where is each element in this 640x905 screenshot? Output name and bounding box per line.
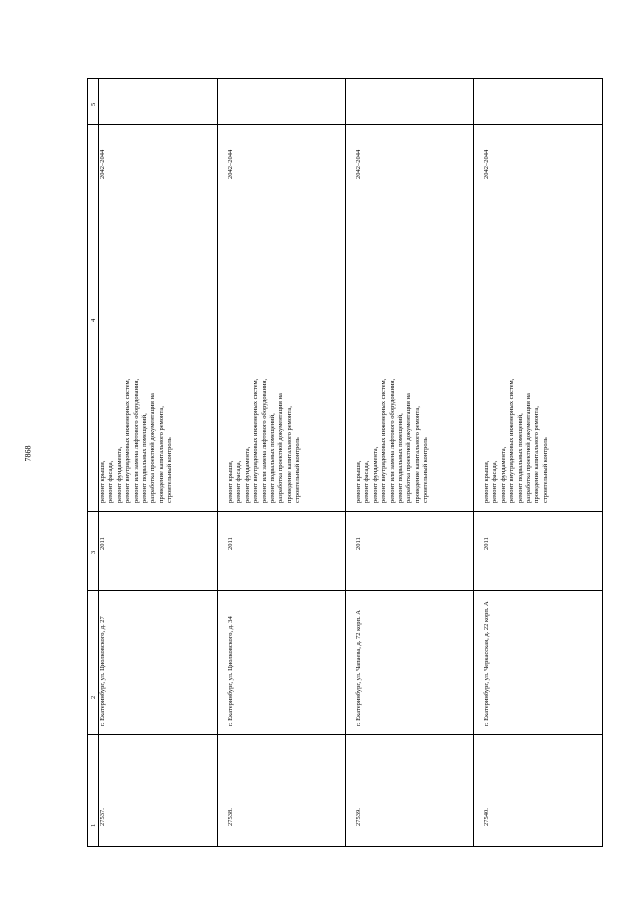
- row-period: 2042–2044: [483, 149, 490, 179]
- works-line: ремонт крыши,: [227, 460, 234, 503]
- works-line: ремонт или замена лифтового оборудования,: [260, 378, 268, 503]
- row-period: 2042–2044: [99, 149, 106, 179]
- row-works: [227, 379, 303, 503]
- column-border: [88, 590, 602, 591]
- header-col-2-label: 2: [90, 695, 97, 699]
- works-line: ремонт внутридомовых инженерных систем,: [508, 378, 516, 503]
- row-works: [483, 379, 550, 503]
- works-line: ремонт крыши,: [483, 460, 490, 503]
- row-period: 2042–2044: [227, 149, 234, 179]
- works-line: ремонт фасада,: [235, 460, 243, 503]
- works-line: ремонт фундамента,: [243, 446, 251, 503]
- document-table: [87, 78, 603, 847]
- row-year: 2011: [227, 537, 234, 550]
- row-period: 2042–2044: [355, 149, 362, 179]
- row-address: г. Екатеринбург, ул. Циолковского, д. 27: [99, 616, 106, 726]
- header-col-1-label: 1: [90, 823, 97, 827]
- works-line: ремонт внутридомовых инженерных систем,: [124, 378, 132, 503]
- row-address: г. Екатеринбург, ул. Чапаева, д. 72 корп. А: [355, 610, 362, 726]
- row-address: г. Екатеринбург, ул. Циолковского, д. 34: [227, 616, 234, 726]
- header-col-3-label: 3: [90, 550, 97, 554]
- works-line: ремонт крыши,: [99, 460, 106, 503]
- row-number: 27540.: [483, 808, 490, 826]
- column-border: [88, 734, 602, 735]
- works-line: ремонт внутридомовых инженерных систем,: [380, 378, 388, 503]
- works-line: ремонт фасада,: [363, 460, 371, 503]
- header-col-5: [89, 80, 98, 124]
- works-line: ремонт фасада,: [491, 460, 499, 503]
- works-line: проведение капитального ремонта,: [533, 406, 541, 503]
- works-line: строительный контроль: [166, 437, 174, 503]
- row-border: [345, 79, 346, 846]
- works-line: проведение капитального ремонта,: [413, 406, 421, 503]
- works-line: ремонт подвальных помещений,: [141, 413, 149, 503]
- row-border: [473, 79, 474, 846]
- works-line: ремонт фундамента,: [115, 446, 123, 503]
- header-col-3: [89, 512, 98, 590]
- header-col-1: [89, 801, 98, 847]
- works-line: строительный контроль: [294, 437, 302, 503]
- works-line: разработка проектной документации на: [525, 393, 533, 503]
- header-col-5-label: 5: [90, 102, 97, 106]
- header-col-2: [89, 591, 98, 801]
- page-number: [20, 443, 36, 463]
- row-address: г. Екатеринбург, ул. Черкасская, д. 22 корп. А: [483, 601, 490, 726]
- works-line: проведение капитального ремонта,: [157, 406, 165, 503]
- column-border: [88, 511, 602, 512]
- works-line: ремонт фасада,: [107, 460, 115, 503]
- column-border: [88, 124, 602, 125]
- row-number: 27537.: [99, 808, 106, 826]
- row-year: 2011: [99, 537, 106, 550]
- works-line: разработка проектной документации на: [405, 393, 413, 503]
- works-line: ремонт или замена лифтового оборудования,: [132, 378, 140, 503]
- row-year: 2011: [355, 537, 362, 550]
- row-works: [355, 379, 431, 503]
- page-number-text: 7868: [23, 445, 33, 461]
- works-line: разработка проектной документации на: [149, 393, 157, 503]
- works-line: ремонт крыши,: [355, 460, 362, 503]
- header-col-4-label: 4: [90, 318, 97, 322]
- works-line: строительный контроль: [422, 437, 430, 503]
- row-number: 27538.: [227, 808, 234, 826]
- works-line: разработка проектной документации на: [277, 393, 285, 503]
- works-line: ремонт подвальных помещений,: [397, 413, 405, 503]
- header-col-4: [89, 125, 98, 511]
- row-border: [217, 79, 218, 846]
- row-number: 27539.: [355, 808, 362, 826]
- row-works: [99, 379, 175, 503]
- works-line: ремонт подвальных помещений,: [269, 413, 277, 503]
- works-line: ремонт внутридомовых инженерных систем,: [252, 378, 260, 503]
- works-line: ремонт фундамента,: [499, 446, 507, 503]
- works-line: проведение капитального ремонта,: [285, 406, 293, 503]
- row-year: 2011: [483, 537, 490, 550]
- works-line: ремонт фундамента,: [371, 446, 379, 503]
- works-line: ремонт или замена лифтового оборудования,: [388, 378, 396, 503]
- works-line: ремонт подвальных помещений,: [516, 413, 524, 503]
- works-line: строительный контроль: [541, 437, 549, 503]
